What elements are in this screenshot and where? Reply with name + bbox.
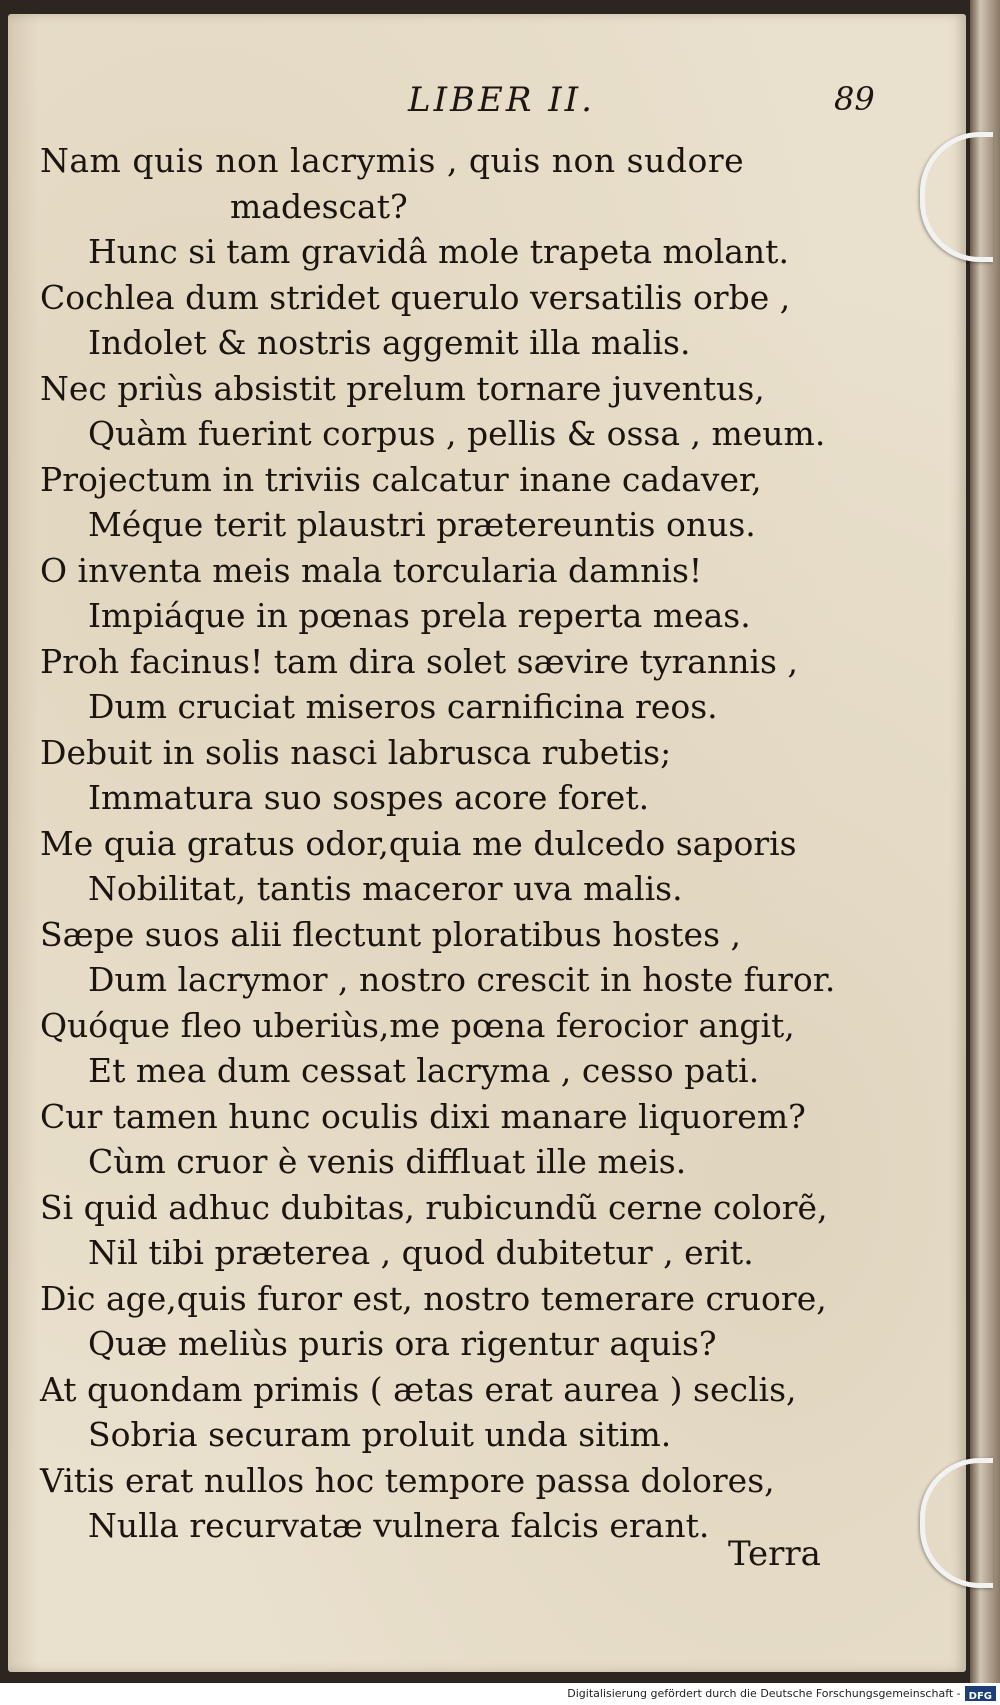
verse-line: Sæpe suos alii flectunt ploratibus hostes , — [40, 914, 741, 954]
digitization-credit — [0, 1683, 1000, 1705]
verse-line: Nulla recurvatæ vulnera falcis erant. — [88, 1506, 710, 1545]
verse-line: Et mea dum cessat lacryma , cesso pati. — [88, 1051, 760, 1090]
verse-line: Immatura suo sospes acore foret. — [88, 778, 650, 817]
verse-line: Méque terit plaustri prætereuntis onus. — [88, 505, 756, 544]
poem-text — [40, 138, 920, 1549]
verse-line: Sobria securam proluit unda sitim. — [88, 1415, 672, 1454]
verse-line: Nam quis non lacrymis , quis non sudore — [40, 141, 745, 180]
running-head: LIBER II. — [408, 80, 595, 120]
verse-line: At quondam primis ( ætas erat aurea ) seclis, — [40, 1369, 797, 1409]
verse-line: Nec priùs absistit prelum tornare juventus, — [40, 368, 765, 408]
verse-line: Dic age,quis furor est, nostro temerare cruore, — [40, 1278, 827, 1318]
verse-line: madescat? — [230, 186, 408, 226]
verse-line: Si quid adhuc dubitas, rubicundũ cerne colorẽ, — [40, 1187, 828, 1227]
verse-line: Cur tamen hunc oculis dixi manare liquorem? — [40, 1096, 806, 1136]
verse-line: Quæ meliùs puris ora rigentur aquis? — [88, 1324, 717, 1363]
verse-line: Cùm cruor è venis diffluat ille meis. — [88, 1142, 687, 1181]
verse-line: Quóque fleo uberiùs,me pœna ferocior angit, — [40, 1005, 795, 1045]
verse-line: Dum lacrymor , nostro crescit in hoste furor. — [88, 960, 836, 999]
verse-line: Debuit in solis nasci labrusca rubetis; — [40, 732, 672, 772]
verse-line: Nil tibi præterea , quod dubitetur , erit. — [88, 1233, 754, 1272]
page-number: 89 — [834, 80, 875, 118]
verse-line: Projectum in triviis calcatur inane cadaver, — [40, 459, 762, 499]
verse-line: Hunc si tam gravidâ mole trapeta molant. — [88, 232, 789, 271]
verse-line: Cochlea dum stridet querulo versatilis orbe , — [40, 277, 791, 317]
verse-line: Impiáque in pœnas prela reperta meas. — [88, 596, 751, 635]
paper-page — [8, 14, 966, 1672]
verse-line: Vitis erat nullos hoc tempore passa dolores, — [40, 1460, 775, 1500]
credit-text: Digitalisierung gefördert durch die Deutsche Forschungsgemeinschaft - — [567, 1687, 961, 1700]
page-header — [8, 80, 966, 130]
verse-line: Dum cruciat miseros carnificina reos. — [88, 687, 718, 726]
verse-line: Proh facinus! tam dira solet sævire tyrannis , — [40, 641, 798, 681]
dfg-logo: DFG — [965, 1686, 996, 1701]
verse-line: Indolet & nostris aggemit illa malis. — [88, 323, 691, 362]
verse-line: Quàm fuerint corpus , pellis & ossa , meum. — [88, 414, 826, 453]
verse-line: Me quia gratus odor,quia me dulcedo saporis — [40, 823, 797, 863]
catchword: Terra — [728, 1534, 821, 1574]
verse-line: O inventa meis mala torcularia damnis! — [40, 550, 703, 590]
verse-line: Nobilitat, tantis maceror uva malis. — [88, 869, 683, 908]
